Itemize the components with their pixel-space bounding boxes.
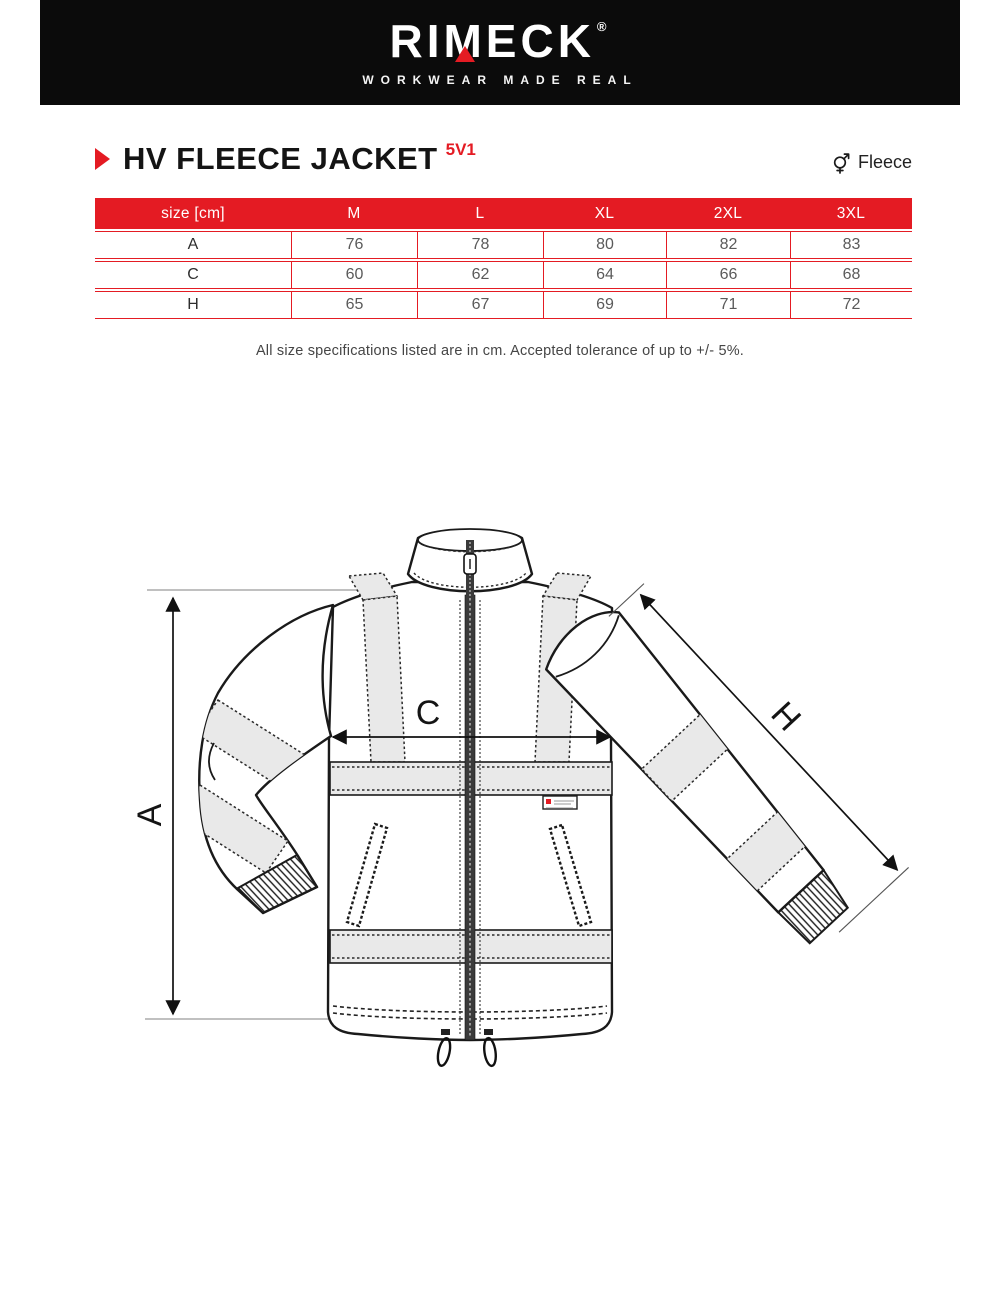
jacket-technical-drawing: [0, 500, 1000, 1120]
chest-brand-label: [543, 796, 577, 809]
product-title: HV FLEECE JACKET: [123, 141, 438, 176]
table-row: [95, 261, 912, 289]
product-code: 5V1: [445, 140, 476, 159]
cell-c-m: 60: [291, 261, 417, 289]
red-bullet-arrow-icon: [95, 148, 110, 170]
row-label-a: A: [95, 231, 291, 259]
cell-c-xl: 64: [543, 261, 666, 289]
col-header-l: L: [417, 198, 543, 229]
col-header-3xl: 3XL: [790, 198, 912, 229]
category-badge: [830, 150, 912, 174]
cell-h-2xl: 71: [666, 291, 790, 319]
cell-h-3xl: 72: [790, 291, 912, 319]
size-table-header-row: [95, 198, 912, 229]
product-title-row: [95, 141, 476, 177]
logo-letter-m: M: [443, 15, 486, 67]
cell-h-l: 67: [417, 291, 543, 319]
col-header-xl: XL: [543, 198, 666, 229]
col-header-2xl: 2XL: [666, 198, 790, 229]
size-table-container: [95, 196, 912, 321]
dimension-a: [131, 598, 173, 1014]
jacket-diagram: [0, 500, 1000, 1120]
brand-logo: [389, 15, 611, 67]
logo-text-right: ECK: [485, 15, 595, 67]
dimension-c-label: C: [415, 694, 441, 732]
table-row: [95, 291, 912, 319]
left-sleeve: [178, 605, 333, 913]
cell-c-3xl: 68: [790, 261, 912, 289]
cell-a-2xl: 82: [666, 231, 790, 259]
category-label: Fleece: [857, 151, 912, 172]
dimension-h-label: H: [763, 694, 809, 739]
unisex-gender-icon: [830, 150, 851, 174]
row-label-c: C: [95, 261, 291, 289]
row-label-h: H: [95, 291, 291, 319]
size-table: [95, 196, 912, 321]
logo-red-triangle-icon: [455, 46, 475, 62]
col-header-size: size [cm]: [95, 198, 291, 229]
cell-c-2xl: 66: [666, 261, 790, 289]
col-header-m: M: [291, 198, 417, 229]
cell-a-m: 76: [291, 231, 417, 259]
table-row: [95, 231, 912, 259]
cell-a-xl: 80: [543, 231, 666, 259]
cell-h-m: 65: [291, 291, 417, 319]
brand-tagline: WORKWEAR MADE REAL: [362, 73, 638, 87]
tolerance-note: All size specifications listed are in cm. Accepted tolerance of up to +/- 5%.: [255, 343, 745, 359]
cell-h-xl: 69: [543, 291, 666, 319]
cell-a-3xl: 83: [790, 231, 912, 259]
registered-mark: ®: [596, 19, 611, 34]
dimension-a-label: A: [131, 803, 169, 827]
logo-text-left: RI: [389, 15, 444, 67]
brand-header: [40, 0, 960, 105]
cell-a-l: 78: [417, 231, 543, 259]
cell-c-l: 62: [417, 261, 543, 289]
